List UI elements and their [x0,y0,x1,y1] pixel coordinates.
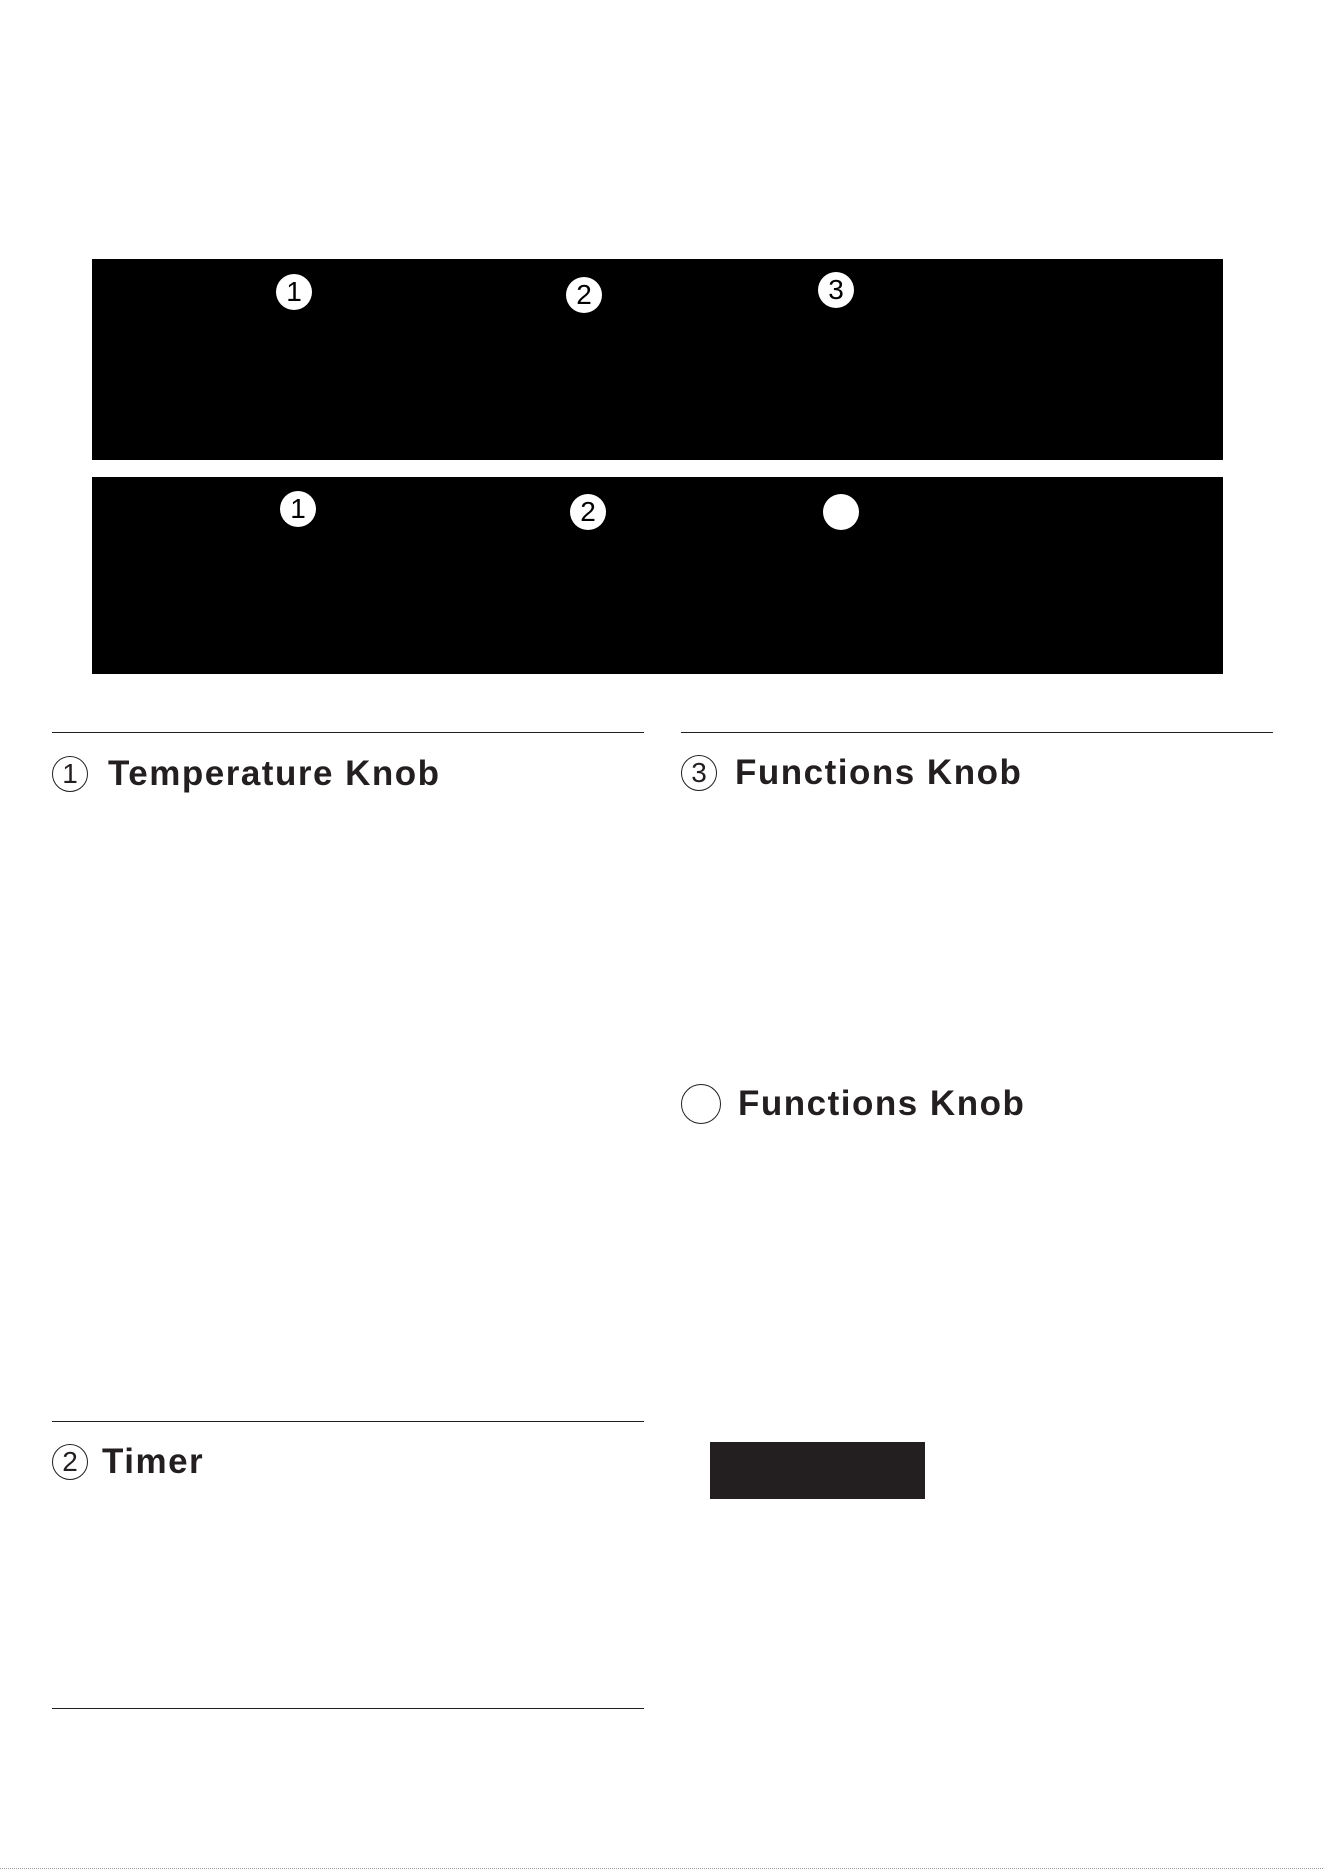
functions-knob-heading [681,753,1022,793]
section-title: Functions Knob [738,1084,1026,1123]
callout-marker-3: 3 [818,272,854,308]
control-panel-image-bottom [92,477,1223,674]
section-title: Timer [102,1442,205,1481]
section-number-circle: 1 [52,756,88,792]
section-divider [52,732,644,733]
section-number-circle: 3 [681,755,717,791]
callout-marker-1: 1 [280,491,316,527]
section-divider [681,732,1273,733]
page-bottom-edge [0,1868,1323,1869]
callout-marker-blank [823,494,859,530]
timer-heading [52,1442,204,1482]
callout-marker-2: 2 [570,494,606,530]
functions-knob-heading-alt [681,1084,1025,1124]
control-panel-image-top [92,259,1223,460]
section-number-circle: 2 [52,1444,88,1480]
section-divider [52,1708,644,1709]
callout-marker-2: 2 [566,277,602,313]
section-title: Functions Knob [735,753,1023,792]
callout-marker-1: 1 [276,274,312,310]
section-title: Temperature Knob [108,754,441,793]
section-divider [52,1421,644,1422]
section-number-circle [681,1084,721,1124]
dark-label-block [710,1442,925,1499]
temperature-knob-heading [52,754,441,794]
